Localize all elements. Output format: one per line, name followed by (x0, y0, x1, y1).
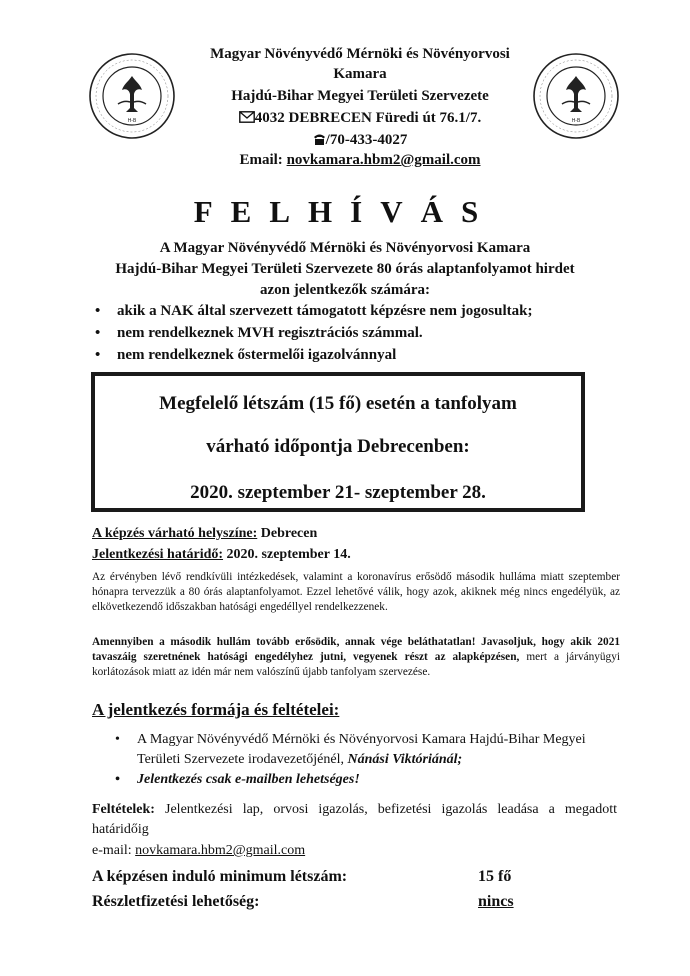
location-value: Debrecen (257, 526, 318, 541)
intro-line3: azon jelentkezők számára: (260, 282, 430, 298)
box-line2: várható időpontja Debrecenben: (206, 436, 470, 457)
recommendation-rest: mert a járványügyi korlátozások miatt az idén már nem valószínű újabb tanfolyam szervezése. (92, 651, 620, 678)
svg-text:H-B: H-B (127, 118, 137, 124)
contact-person: Nánási Viktóriánál; (347, 752, 463, 767)
address-line (150, 108, 570, 128)
conditions-label: Feltételek: (92, 802, 155, 817)
org-name-line3: Hajdú-Bihar Megyei Területi Szervezete (231, 88, 489, 104)
svg-text:H-B: H-B (571, 118, 581, 124)
intro-line1: A Magyar Növényvédő Mérnöki és Növényorvosi Kamara (159, 240, 531, 256)
list-item: • nem rendelkeznek őstermelői igazolvánnyal (95, 344, 532, 366)
telephone-icon (313, 133, 326, 145)
page-title: FELHÍVÁS (193, 194, 497, 229)
contact-email-label: e-mail: (92, 843, 136, 858)
list-item: • akik a NAK által szervezett támogatott képzésre nem jogosultak; (95, 300, 532, 322)
deadline-label: Jelentkezési határidő: (92, 547, 224, 562)
application-item1-text: A Magyar Növényvédő Mérnöki és Növényorvosi Kamara Hajdú-Bihar Megyei Területi Szervezete irodavezetőjénél, (137, 732, 586, 767)
org-name-line2: Kamara (333, 66, 387, 82)
intro-line2: Hajdú-Bihar Megyei Területi Szervezete 80 órás alaptanfolyamot hirdet (115, 261, 575, 277)
criteria-list (95, 300, 532, 366)
installment-label: Részletfizetési lehetőség: (92, 893, 260, 910)
location-line (92, 526, 317, 542)
phone-line (150, 130, 570, 150)
list-item (115, 730, 615, 770)
email-label: Email: (239, 152, 283, 168)
email-link[interactable]: novkamara.hbm2@gmail.com (286, 152, 481, 168)
phone: /70-433-4027 (325, 132, 408, 148)
deadline-line (92, 547, 351, 563)
list-item: • nem rendelkeznek MVH regisztrációs számmal. (95, 322, 532, 344)
email-line (150, 150, 570, 170)
box-line3: 2020. szeptember 21- szeptember 28. (190, 482, 486, 503)
installment-value: nincs (478, 893, 514, 910)
contact-email-link[interactable]: novkamara.hbm2@gmail.com (135, 843, 306, 858)
list-item: • Jelentkezés csak e-mailben lehetséges! (115, 770, 615, 790)
conditions (92, 800, 617, 840)
date-notice-box (91, 372, 585, 512)
min-participants-label: A képzésen induló minimum létszám: (92, 868, 348, 885)
contact-email-line (92, 843, 305, 859)
address: 4032 DEBRECEN Füredi út 76.1/7. (254, 110, 482, 126)
info-paragraph: Az érvényben lévő rendkívüli intézkedések, valamint a koronavírus erősödő második hulláma miatt szeptember hónapra tervezzük a 80 órás alaptanfolyamot. Ezzel lehetővé válik, hogy azok, akiknek még nincs engedélyük, az elkövetkezendő időszakban hatósági engedéllyel rendelkezzenek. (92, 571, 620, 613)
deadline-value: 2020. szeptember 14. (223, 547, 351, 562)
box-line1: Megfelelő létszám (15 fő) esetén a tanfolyam (159, 393, 517, 414)
conditions-text: Jelentkezési lap, orvosi igazolás, befizetési igazolás leadása a megadott határidőig (92, 802, 617, 837)
application-list (115, 730, 615, 790)
recommendation-bold: Amennyiben a második hullám tovább erősödik, annak vége beláthatatlan! Javasoljuk, hogy akik 2021 tavaszáig szeretnének hatósági engedélyhez jutni, vegyenek részt az alapképzésen, (92, 636, 620, 663)
recommendation-paragraph (92, 635, 620, 680)
min-participants-value: 15 fő (478, 868, 512, 885)
envelope-icon (239, 111, 255, 123)
application-heading: A jelentkezés formája és feltételei: (92, 700, 340, 719)
org-name-line1: Magyar Növényvédő Mérnöki és Növényorvosi (210, 46, 510, 62)
intro (60, 238, 630, 301)
location-label: A képzés várható helyszíne: (92, 526, 258, 541)
